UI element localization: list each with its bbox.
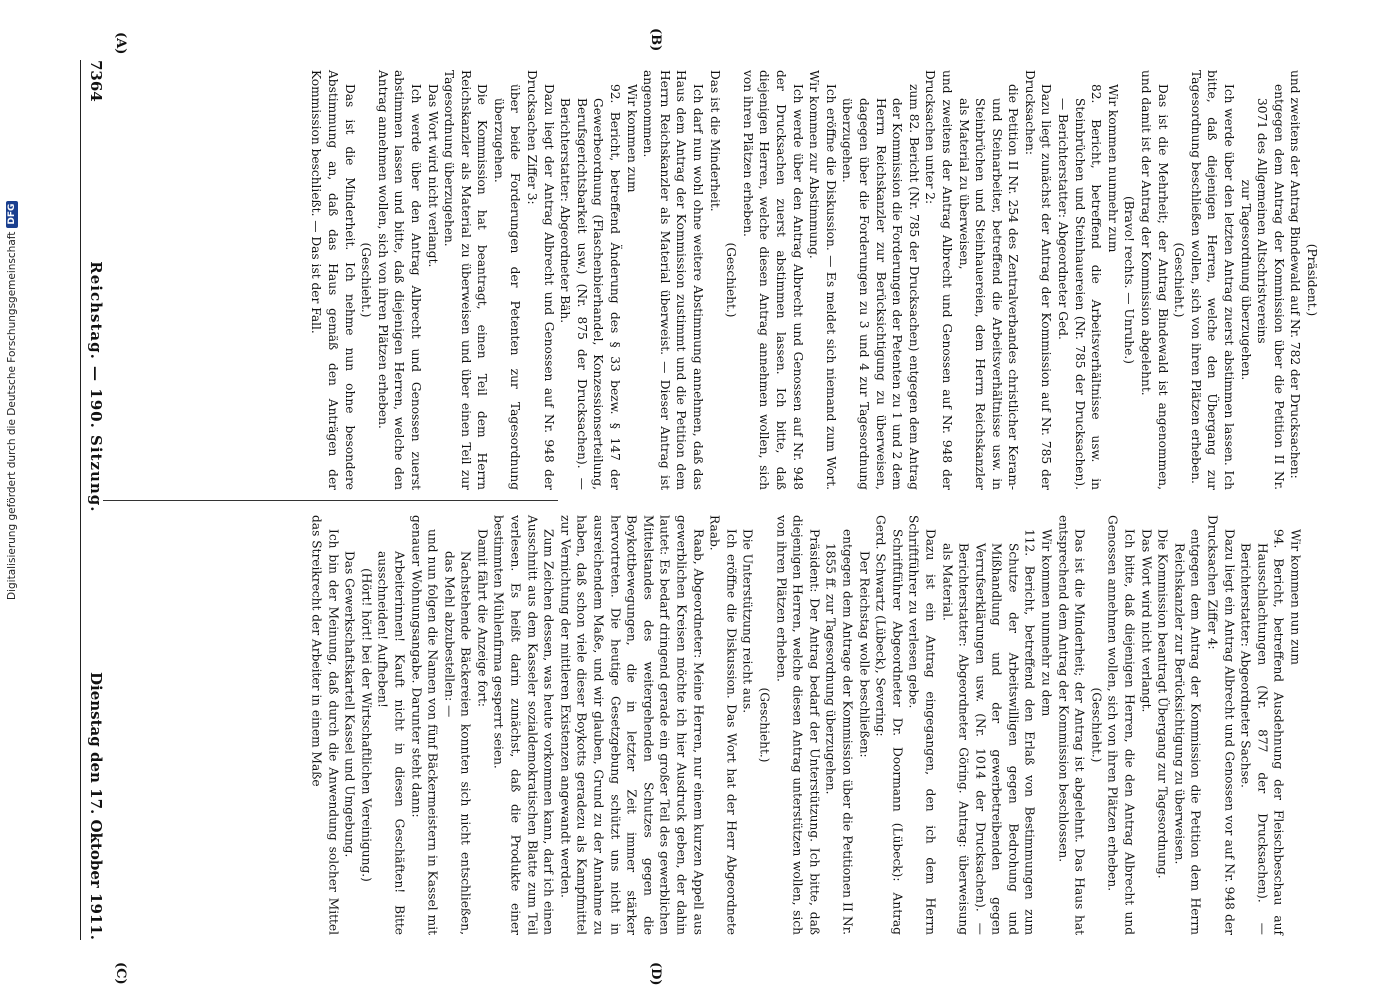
paragraph: Das ist die Minderheit. Ich nehme nun ohne besondere Abstimmung an, daß das Haus gemäß den Anträgen der Kommission beschließt. — Das ist der Fall. bbox=[309, 70, 357, 490]
paragraph: und zweitens der Antrag Bindewald auf Nr. 782 der Drucksachen: bbox=[1288, 70, 1303, 479]
paragraph: (Geschieht.) bbox=[757, 687, 772, 763]
paragraph: und zweitens der Antrag Albrecht und Genossen auf Nr. 948 der Drucksachen unter 2: bbox=[923, 70, 955, 490]
page-date: Dienstag den 17. Oktober 1911. bbox=[87, 672, 105, 940]
paragraph: Der Reichstag wolle beschließen: bbox=[857, 551, 872, 758]
paragraph: Wir kommen nun zum bbox=[1288, 529, 1303, 665]
paragraph: entgegen dem Antrag der Kommission über die Petition II Nr. 3071 des Allgemeinen Altschristvereins bbox=[1255, 84, 1287, 490]
paragraph: zur Tagesordnung überzugehen. bbox=[1238, 179, 1253, 381]
paragraph: Wir kommen nunmehr zum bbox=[1106, 84, 1121, 253]
paragraph: 94. Bericht, betreffend Ausdehnung der Fleischbeschau auf Hausschlachtungen (Nr. 877 der Drucksachen). — Berichterstatter: Abgeordneter Sachse. bbox=[1238, 529, 1287, 935]
left-column bbox=[308, 70, 1320, 490]
paragraph: Raab, Abgeordneter: Meine Herren, nur einem kurzen Appell aus gewerblichen Kreisen möchte ich hier Ausdruck geben, der dahin lautet: Es bedarf dringend gerade ein großer Teil des gewerblichen Mittelstandes des weitergehenden Schutzes gegen die Boykottbewegungen, die in letzter Zeit immer stärker hervortreten. Die heutige Gesetzgebung schützt uns nicht in ausreichendem Maße, und wir glauben, Grund zu der Annahme zu haben, daß schon viele dieser Boykotts geradezu als Kampfmittel zur Vernichtung der mittleren Existenzen angewandt werden. bbox=[558, 515, 706, 936]
paragraph: Wir kommen zum bbox=[624, 84, 639, 193]
paragraph: Ich werde über den letzten Antrag zuerst abstimmen lassen. Ich bitte, daß diejenigen Herren, welche den Übergang zur Tagesordnung beschließen wollen, sich von ihren Plätzen erheben. bbox=[1189, 70, 1237, 490]
paragraph: Ich werde über den Antrag Albrecht und Genossen auf Nr. 948 der Drucksachen zuerst abstimmen lassen. Ich bitte, daß diejenigen Herren, welche diesen Antrag annehmen wollen, sich von ihren Plätzen erheben. bbox=[741, 70, 805, 490]
paragraph: Die Kommission beantragt Übergang zur Tagesordnung. bbox=[1155, 529, 1170, 879]
paragraph: (Hört! hört! bei der Wirtschaftlichen Vereinigung.) bbox=[359, 568, 374, 882]
paragraph: Das ist die Minderheit; der Antrag ist abgelehnt. Das Haus hat entsprechend dem Antrag der Kommission beschlossen. bbox=[1056, 515, 1087, 935]
paragraph: Ich bin der Meinung, daß durch die Anwendung solcher Mittel das Streikrecht der Arbeiter in einem Maße bbox=[309, 515, 341, 935]
digitization-credit bbox=[2, 205, 22, 600]
header-rule bbox=[80, 60, 81, 940]
paragraph: Dazu liegt der Antrag Albrecht und Genossen auf Nr. 948 der Drucksachen Ziffer 3: bbox=[525, 70, 556, 490]
margin-marker-c: (C) bbox=[113, 962, 128, 985]
paragraph: (Geschieht.) bbox=[359, 242, 374, 318]
paragraph: 112. Bericht, betreffend den Erlaß von Bestimmungen zum Schutze der Arbeitswilligen gegen Bedrohung und Mißhandlung und der gewerbetreibenden gegen Verrufserklärungen usw. (Nr. 1014 der Drucksachen). — Berichterstatter: Abgeordneter Göring. Antrag: überweisung als Material. bbox=[940, 529, 1038, 935]
paragraph: Dazu liegt zunächst der Antrag der Kommission auf Nr. 785 der Drucksachen: bbox=[1023, 70, 1054, 490]
paragraph: Dazu ist ein Antrag eingegangen, den ich dem Herrn Schriftführer zu verlesen gebe. bbox=[906, 515, 938, 935]
paragraph: Präsident: Der Antrag bedarf der Unterstützung. Ich bitte, daß diejenigen Herren, welche diesen Antrag unterstützen wollen, sich von ihren Plätzen erheben. bbox=[774, 515, 822, 935]
paragraph: Das ist die Mehrheit; der Antrag Bindewald ist angenommen, und damit ist der Antrag der Kommission abgelehnt. bbox=[1139, 70, 1170, 490]
paragraph: Ich werde über den Antrag Albrecht und Genossen zuerst abstimmen lassen und bitte, daß diejenigen Herren, welche den Antrag annehmen wollen, sich von ihren Plätzen erheben. bbox=[375, 70, 424, 490]
paragraph: entgegen dem Antrag der Kommission die Petition dem Herrn Reichskanzler zur Berücksichtigung zu überweisen. bbox=[1172, 529, 1204, 935]
paragraph: entgegen dem Antrage der Kommission über die Petitionen II Nr. 1855 ff. zur Tagesordnung überzugehen. bbox=[824, 529, 855, 935]
paragraph: Ich eröffne die Diskussion. Das Wort hat der Herr Abgeordnete Raab. bbox=[707, 515, 739, 935]
paragraph: Damit fährt die Anzeige fort: bbox=[475, 529, 490, 708]
margin-marker-b: (B) bbox=[648, 28, 663, 52]
paragraph: Wir kommen nunmehr zu dem bbox=[1039, 529, 1054, 717]
paragraph: Zum Zeichen dessen, was heute vorkommen kann, darf ich einen Ausschnitt aus dem Kasseler sozialdemokratischen Blatte zum Teil verlesen. Es heißt darin zunächst, daß die Produkte einer bestimmten Mühlenfirma gesperrt seien. bbox=[492, 515, 556, 935]
margin-marker-d: (D) bbox=[648, 962, 663, 986]
paragraph: Nachstehende Bäckereien konnten sich nicht entschließen, das Mehl abzubestellen: — bbox=[442, 551, 473, 935]
paragraph: Die Unterstützung reicht aus. bbox=[741, 529, 756, 714]
column-divider bbox=[103, 500, 558, 501]
paragraph: Die Kommission hat beantragt, einen Teil dem Herrn Reichskanzler als Material zu überweisen und über einen Teil zur Tagesordnung überzugehen. bbox=[442, 70, 490, 490]
paragraph: über beide Forderungen der Petenten zur Tagesordnung überzugehen. bbox=[492, 84, 523, 490]
page-title: Reichstag. — 190. Sitzung. bbox=[87, 261, 105, 513]
paragraph: 92. Bericht, betreffend Änderung des § 33 bezw. § 147 der Gewerbeordnung (Flaschenbierhandel, Konzessionserteilung, Berufsgerichtsbarkeit usw.) (Nr. 875 der Drucksachen). — Berichterstatter: Abgeordneter Bäh. bbox=[558, 84, 623, 490]
paragraph: Ich eröffne die Diskussion. — Es meldet sich niemand zum Wort. Wir kommen zur Abstimmung. bbox=[807, 70, 838, 490]
paragraph: Das Gewerkschaftskartell Kassel und Umgebung. bbox=[342, 551, 357, 858]
paragraph: Das Wort wird nicht verlangt. bbox=[425, 84, 440, 268]
paragraph: (Geschieht.) bbox=[1089, 687, 1104, 763]
paragraph: Arbeiterinnen! Kauft nicht in diesen Geschäften! Bitte ausschneiden! Aufheben! bbox=[375, 551, 407, 935]
paragraph: zum 82. Bericht (Nr. 785 der Drucksachen) entgegen dem Antrag der Kommission die Forderungen der Petenten zu 1 und 2 dem Herrn Reichskanzler zur Berücksichtigung zu überweisen, dagegen über die Forderungen zu 3 und 4 zur Tagesordnung überzugehen. bbox=[840, 84, 921, 490]
paragraph: die Petition II Nr. 254 des Zentralverbandes christlicher Keram- und Steinarbeiter, betreffend die Arbeitsverhältnisse usw. in Steinbrüchen und Steinhauereien, dem Herrn Reichskanzler als Material zu überweisen, bbox=[956, 84, 1021, 490]
paragraph: (Geschieht.) bbox=[1172, 242, 1187, 318]
paragraph: Ich darf nun wohl ohne weitere Abstimmung annehmen, daß das Haus dem Antrag der Kommission zustimmt und die Petition dem Herrn Reichskanzler als Material überweist. — Dieser Antrag ist angenommen. bbox=[641, 70, 706, 490]
paragraph: und nun folgen die Namen von fünf Bäckermeistern in Kassel mit genauer Wohnungsangabe. Darunter steht dann: bbox=[409, 515, 440, 935]
dfg-logo: DFG bbox=[6, 201, 18, 228]
margin-marker-a: (A) bbox=[113, 32, 128, 55]
paragraph: Schriftführer Abgeordneter Dr. Doormann (Lübeck): Antrag Gerd. Schwartz (Lübeck), Severing: bbox=[873, 515, 905, 935]
paragraph: Das ist die Minderheit. bbox=[707, 70, 722, 212]
page-number: 7364 bbox=[87, 60, 105, 102]
paragraph: Das Wort wird nicht verlangt. bbox=[1139, 529, 1154, 713]
paragraph: Ich bitte, daß diejenigen Herren, die den Antrag Albrecht und Genossen annehmen wollen, sich von ihren Plätzen erheben. bbox=[1106, 515, 1137, 935]
paragraph: (Bravo! rechts. — Unruhe.) bbox=[1122, 196, 1137, 364]
paragraph: (Geschieht.) bbox=[724, 242, 739, 318]
paragraph: Dazu liegt ein Antrag Albrecht und Genossen vor auf Nr. 948 der Drucksachen Ziffer 4: bbox=[1205, 515, 1237, 935]
credit-text: Digitalisierung gefördert durch die Deutsche Forschungsgemeinschaft bbox=[6, 231, 18, 600]
paragraph: 82. Bericht, betreffend die Arbeitsverhältnisse usw. in Steinbrüchen und Steinhauereien (Nr. 785 der Drucksachen). — Berichterstatter: Abgeordneter Ged. bbox=[1056, 84, 1104, 490]
right-column bbox=[308, 515, 1304, 935]
paragraph: (Präsident.) bbox=[1305, 243, 1320, 317]
